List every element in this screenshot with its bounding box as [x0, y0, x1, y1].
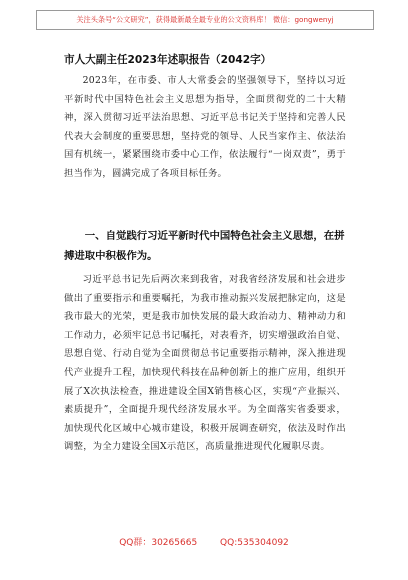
qq-text: QQ:535304092: [220, 538, 289, 548]
qq-group-text: QQ群：30265665: [119, 538, 198, 548]
section-paragraph: 习近平总书记先后两次来到我省，对我省经济发展和社会进步做出了重要指示和重要嘱托，为我市推动振兴发展把脉定向，这是我市最大的光荣，更是我市加快发展的最大政治动力、精神动力和工作动力，必须牢记总书记嘱托，对表看齐，切实增强政治自觉、思想自觉、行动自觉为全面贯彻总书记重要指示精神，深入推进现代产业提升工程，加快现代科技在品种创新上的推广应用，组织开展了X次执法检查，推进建设全国X销售核心区，实现“产业振兴、素质提升”，全面提升现代经济发展水平。为全面落实省委要求，加快现代化区域中心城市建设，积极开展调查研究，依法及时作出调整，为全力建设全国X示范区，高质量推进现代化履职尽责。: [64, 274, 346, 453]
section-heading: 一、自觉践行习近平新时代中国特色社会主义思想，在拼搏进取中积极作为。: [64, 230, 345, 262]
document-title: 市人大副主任2023年述职报告（2042字）: [64, 54, 272, 66]
footer-contact: [0, 534, 408, 552]
intro-paragraph: 2023年，在市委、市人大常委会的坚强领导下，坚持以习近平新时代中国特色社会主义思想为指导，全面贯彻党的二十大精神，深入贯彻习近平法治思想、习近平总书记关于坚持和完善人民代表大会制度的重要思想，坚持党的领导、人民当家作主、依法治国有机统一，紧紧围绕市委中心工作，依法履行“一岗双责”，勇于担当作为，圆满完成了各项目标任务。: [64, 75, 346, 179]
header-banner: 关注头条号“公文研究”，获得最新最全最专业的公文资料库！ 微信：gongwenyj: [36, 10, 374, 30]
